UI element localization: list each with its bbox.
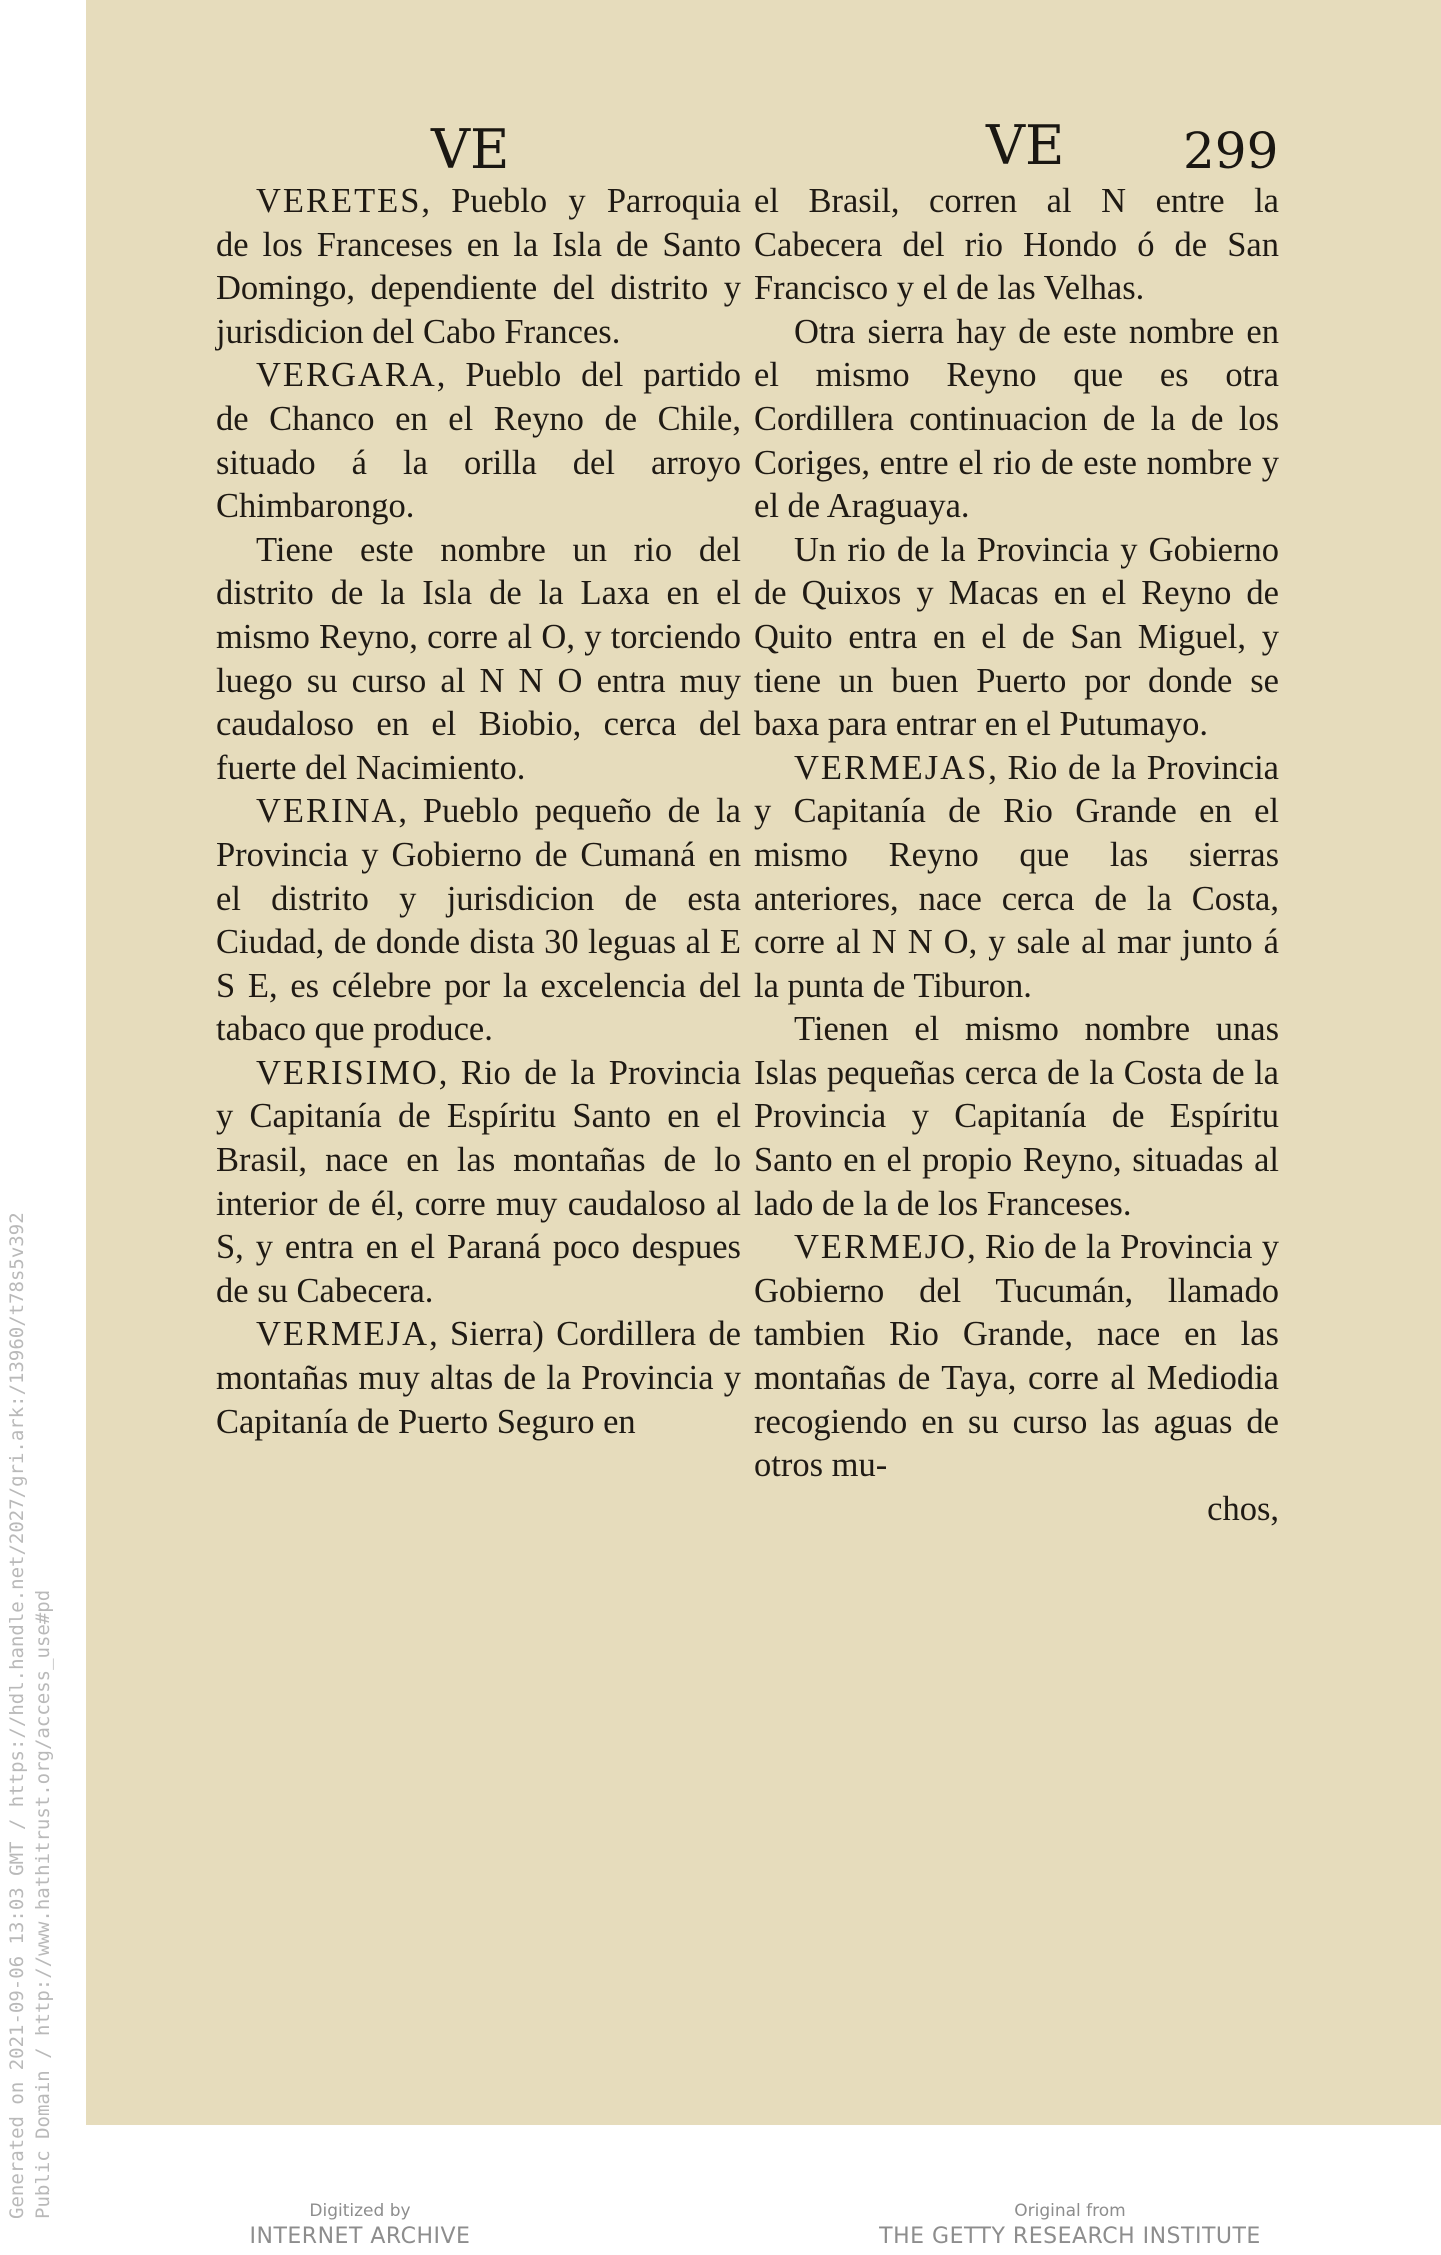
entry-text: , Pueblo y Parroquia de los Franceses en la Isla de Santo Domingo, dependiente del distrito y jurisdicion del Cabo Frances. bbox=[216, 182, 741, 351]
entry-paragraph bbox=[216, 529, 741, 791]
header-right: VE bbox=[986, 114, 1065, 177]
entry-paragraph bbox=[754, 529, 1279, 747]
entry-paragraph bbox=[754, 1008, 1279, 1226]
headword: VERGARA bbox=[256, 356, 437, 395]
entry-paragraph bbox=[754, 180, 1279, 311]
digitized-by-block bbox=[240, 2200, 480, 2252]
right-column bbox=[754, 180, 1279, 1531]
entry-paragraph bbox=[216, 354, 741, 528]
entry-text: el Brasil, corren al N entre la Cabecera del rio Hondo ó de San Francisco y el de las Velhas. bbox=[754, 182, 1279, 308]
page-number: 299 bbox=[1183, 122, 1279, 180]
entry-text: Tienen el mismo nombre unas Islas pequeñas cerca de la Costa de la Provincia y Capitanía de Espíritu Santo en el propio Reyno, situadas al lado de la de los Franceses. bbox=[754, 1010, 1279, 1223]
margin-note-line-2: Public Domain / http://www.hathitrust.org/access_use#pd bbox=[32, 1589, 54, 2219]
getty-label: THE GETTY RESEARCH INSTITUTE bbox=[879, 2224, 1261, 2249]
hathitrust-margin-note bbox=[4, 1019, 56, 2219]
entry-paragraph bbox=[216, 180, 741, 354]
left-column bbox=[216, 180, 741, 1444]
internet-archive-label: INTERNET ARCHIVE bbox=[249, 2224, 471, 2249]
entry-text: , Rio de la Provincia y Gobierno del Tucumán, llamado tambien Rio Grande, nace en las montañas de Taya, corre al Mediodia recogiendo en su curso las aguas de otros mu- bbox=[754, 1228, 1279, 1485]
entry-text: , Rio de la Provincia y Capitanía de Espíritu Santo en el Brasil, nace en las montañas de lo interior de él, corre muy caudaloso al S, y entra en el Paraná poco despues de su Cabecera. bbox=[216, 1053, 741, 1310]
catchword: chos, bbox=[1207, 1489, 1279, 1528]
entry-text: Un rio de la Provincia y Gobierno de Quixos y Macas en el Reyno de Quito entra en el de San Miguel, y tiene un buen Puerto por donde se baxa para entrar en el Putumayo. bbox=[754, 530, 1279, 744]
headword: VERINA bbox=[256, 792, 399, 831]
entry-paragraph bbox=[216, 1313, 741, 1444]
entry-paragraph bbox=[754, 747, 1279, 1009]
entry-text: Tiene este nombre un rio del distrito de la Isla de la Laxa en el mismo Reyno, corre al O, y torciendo luego su curso al N N O entra muy caudaloso en el Biobio, cerca del fuerte del Nacimiento. bbox=[216, 530, 741, 787]
entry-text: , Rio de la Provincia y Capitanía de Rio Grande en el mismo Reyno que las sierras anteriores, nace cerca de la Costa, corre al N N O, y sale al mar junto á la punta de Tiburon. bbox=[754, 748, 1279, 1005]
entry-text: , Pueblo pequeño de la Provincia y Gobierno de Cumaná en el distrito y jurisdicion de esta Ciudad, de donde dista 30 leguas al E S E, es célebre por la excelencia del tabaco que produce. bbox=[216, 792, 741, 1049]
digitized-by-label: Digitized by bbox=[309, 2201, 411, 2221]
headword: VERMEJO bbox=[794, 1228, 968, 1267]
original-from-block bbox=[860, 2200, 1280, 2252]
headword: VERMEJA bbox=[256, 1315, 430, 1354]
entry-paragraph bbox=[754, 311, 1279, 529]
headword: VERMEJAS bbox=[794, 748, 989, 787]
headword: VERETES bbox=[256, 182, 422, 220]
entry-text: , Sierra) Cordillera de montañas muy altas de la Provincia y Capitanía de Puerto Seguro en bbox=[216, 1315, 741, 1441]
original-from-label: Original from bbox=[1014, 2201, 1126, 2221]
margin-note-line-1: Generated on 2021-09-06 13:03 GMT / https://hdl.handle.net/2027/gri.ark:/13960/t78s5v392 bbox=[6, 1212, 28, 2219]
entry-paragraph bbox=[216, 790, 741, 1052]
entry-paragraph bbox=[754, 1226, 1279, 1488]
running-header bbox=[86, 114, 1441, 188]
entry-text: , Pueblo del partido de Chanco en el Reyno de Chile, situado á la orilla del arroyo Chimbarongo. bbox=[216, 356, 741, 526]
header-left: VE bbox=[431, 118, 510, 181]
scanned-page bbox=[86, 0, 1441, 2125]
entry-paragraph bbox=[216, 1052, 741, 1314]
headword: VERISIMO bbox=[256, 1053, 439, 1092]
entry-text: Otra sierra hay de este nombre en el mismo Reyno que es otra Cordillera continuacion de la de los Coriges, entre el rio de este nombre y el de Araguaya. bbox=[754, 312, 1279, 526]
